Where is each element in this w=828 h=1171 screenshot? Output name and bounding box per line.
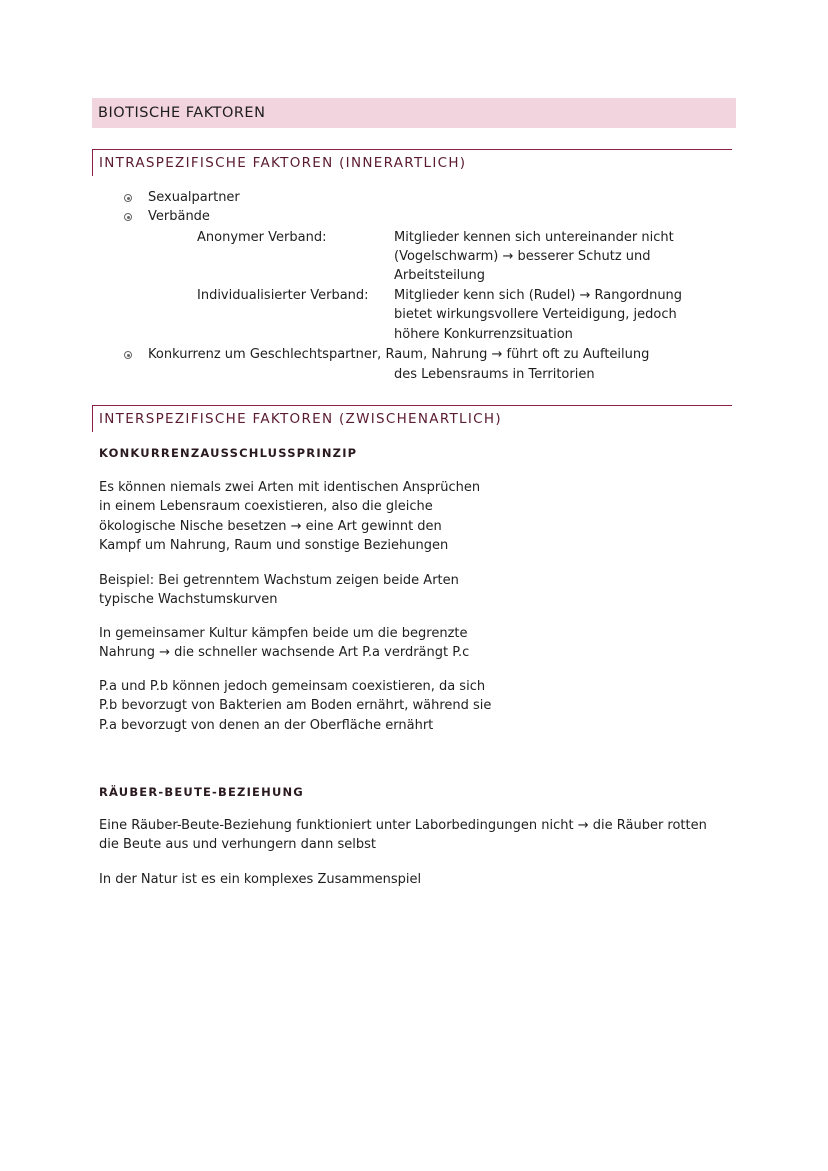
circle-bullet-icon xyxy=(124,351,132,359)
paragraph-2-line-2: typische Wachstumskurven xyxy=(99,592,278,607)
paragraph-5-line-2: die Beute aus und verhungern dann selbst xyxy=(99,837,376,852)
indiv-verband-desc-2: bietet wirkungsvollere Verteidigung, jedoch xyxy=(394,307,677,322)
circle-bullet-icon xyxy=(124,194,132,202)
paragraph-3-line-2: Nahrung → die schneller wachsende Art P.a verdrängt P.c xyxy=(99,645,470,660)
anon-verband-desc-3: Arbeitsteilung xyxy=(394,268,486,283)
paragraph-1-line-2: in einem Lebensraum coexistieren, also die gleiche xyxy=(99,499,433,514)
anon-verband-desc-2: (Vogelschwarm) → besserer Schutz und xyxy=(394,249,651,264)
paragraph-5-line-1: Eine Räuber-Beute-Beziehung funktioniert unter Laborbedingungen nicht → die Räuber rotten xyxy=(99,818,707,833)
paragraph-4-line-1: P.a und P.b können jedoch gemeinsam coexistieren, da sich xyxy=(99,679,486,694)
paragraph-4-line-3: P.a bevorzugt von denen an der Oberfläche ernährt xyxy=(99,718,434,733)
indiv-verband-desc-1: Mitglieder kenn sich (Rudel) → Rangordnung xyxy=(394,288,683,303)
paragraph-6: In der Natur ist es ein komplexes Zusammenspiel xyxy=(99,872,422,887)
paragraph-3-line-1: In gemeinsamer Kultur kämpfen beide um die begrenzte xyxy=(99,626,468,641)
subheading-konkurrenzausschluss: KONKURRENZAUSSCHLUSSPRINZIP xyxy=(99,446,358,460)
section-heading-interspecific: INTERSPEZIFISCHE FAKTOREN (ZWISCHENARTLICH) xyxy=(92,405,732,432)
indiv-verband-desc-3: höhere Konkurrenzsituation xyxy=(394,327,573,342)
anon-verband-desc-1: Mitglieder kennen sich untereinander nicht xyxy=(394,230,674,245)
paragraph-4-line-2: P.b bevorzugt von Bakterien am Boden ernährt, während sie xyxy=(99,698,492,713)
paragraph-1-line-1: Es können niemals zwei Arten mit identischen Ansprüchen xyxy=(99,480,481,495)
subheading-raeuber-beute: RÄUBER-BEUTE-BEZIEHUNG xyxy=(99,785,304,799)
paragraph-1-line-3: ökologische Nische besetzen → eine Art gewinnt den xyxy=(99,519,442,534)
page-title: BIOTISCHE FAKTOREN xyxy=(92,98,736,128)
bullet-text-sexualpartner: Sexualpartner xyxy=(148,190,240,205)
paragraph-1-line-4: Kampf um Nahrung, Raum und sonstige Beziehungen xyxy=(99,538,449,553)
bullet-text-konkurrenz-1: Konkurrenz um Geschlechtspartner, Raum, Nahrung → führt oft zu Aufteilung xyxy=(148,347,650,362)
indiv-verband-label: Individualisierter Verband: xyxy=(197,288,369,303)
section-heading-intraspecific: INTRASPEZIFISCHE FAKTOREN (INNERARTLICH) xyxy=(92,149,732,176)
anon-verband-label: Anonymer Verband: xyxy=(197,230,327,245)
bullet-text-konkurrenz-2: des Lebensraums in Territorien xyxy=(394,367,595,382)
bullet-text-verbaende: Verbände xyxy=(148,209,210,224)
paragraph-2-line-1: Beispiel: Bei getrenntem Wachstum zeigen beide Arten xyxy=(99,573,459,588)
circle-bullet-icon xyxy=(124,213,132,221)
